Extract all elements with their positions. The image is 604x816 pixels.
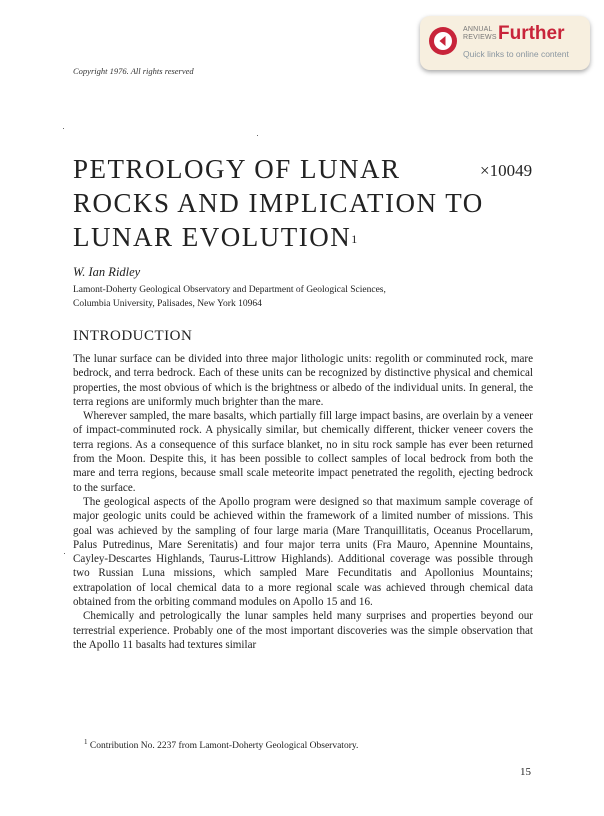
play-arrow-icon bbox=[429, 27, 457, 55]
article-code: ×10049 bbox=[480, 161, 533, 180]
section-heading: INTRODUCTION bbox=[73, 328, 193, 344]
title-footnote-mark: 1 bbox=[351, 232, 358, 246]
scan-speck bbox=[257, 135, 258, 136]
paragraph: The geological aspects of the Apollo program were designed so that maximum sample coverage of major geologic units could be achieved within the framework of a limited number of missions. This goal was achieved by the sampling of four large maria (Mare Tranquillitatis, Oceanus Procellarum, Palus Putredinus, Mare Serenitatis) and four major terra units (Fra Mauro, Apennine Mountains, Cayley-Descartes Highlands, Taurus-Littrow Highlands). Additional coverage was possible through two Russian Luna missions, which sampled Mare Fecunditatis and Apollonius Mountains; extrapolation of local chemical data to a more regional scale was achieved through chemical data obtained from the orbiting command modules on Apollo 15 and 16. bbox=[73, 495, 533, 609]
article-title: PETROLOGY OF LUNAR ROCKS AND IMPLICATION TO LUNAR EVOLUTION$^1$ bbox=[73, 154, 484, 252]
paragraph: The lunar surface can be divided into three major lithologic units: regolith or comminuted rock, mare bedrock, and terra bedrock. Each of these units can be recognized by distinctive physical and chemical properties, the most obvious of which is the brightness or albedo of the individual units. In general, the terra regions are uniformly much brighter than the mare. bbox=[73, 353, 533, 408]
author-affiliation bbox=[73, 284, 513, 311]
banner-further-label: Further bbox=[498, 23, 565, 44]
paragraph: Wherever sampled, the mare basalts, which partially fill large impact basins, are overlain by a veneer of impact-comminuted rock. A physically similar, but chemically different, thicker veneer covers the terra regions. As a consequence of this surface blanket, no in situ rock sample has ever been returned from the Moon. Despite this, it has been possible to collect samples of local bedrock from both the mare and terra regions, because small scale meteorite impact penetrated the regolith, ejecting bedrock to the surface. bbox=[73, 410, 533, 494]
footnote-text: Contribution No. 2237 from Lamont-Doherty Geological Observatory. bbox=[89, 741, 359, 752]
banner-tagline: Quick links to online content bbox=[463, 49, 569, 59]
banner-publisher-label: ANNUAL REVIEWS bbox=[463, 26, 497, 41]
paragraph: Chemically and petrologically the lunar samples held many surprises and properties beyond our terrestrial experience. Probably one of the most important discoveries was the simple observation that the Apollo 11 basalts had textures similar bbox=[73, 610, 533, 651]
copyright-notice: Copyright 1976. All rights reserved bbox=[73, 66, 194, 76]
footnote bbox=[84, 738, 358, 751]
author-name: W. Ian Ridley bbox=[73, 265, 141, 279]
body-text bbox=[73, 352, 533, 652]
page-number: 15 bbox=[520, 766, 531, 778]
scan-speck bbox=[63, 128, 64, 129]
further-banner-link[interactable] bbox=[420, 16, 590, 70]
scan-speck bbox=[64, 553, 65, 554]
affiliation-line: Lamont-Doherty Geological Observatory and Department of Geological Sciences, bbox=[73, 285, 386, 295]
footnote-mark: 1 bbox=[84, 738, 88, 746]
affiliation-line: Columbia University, Palisades, New York 10964 bbox=[73, 298, 262, 309]
